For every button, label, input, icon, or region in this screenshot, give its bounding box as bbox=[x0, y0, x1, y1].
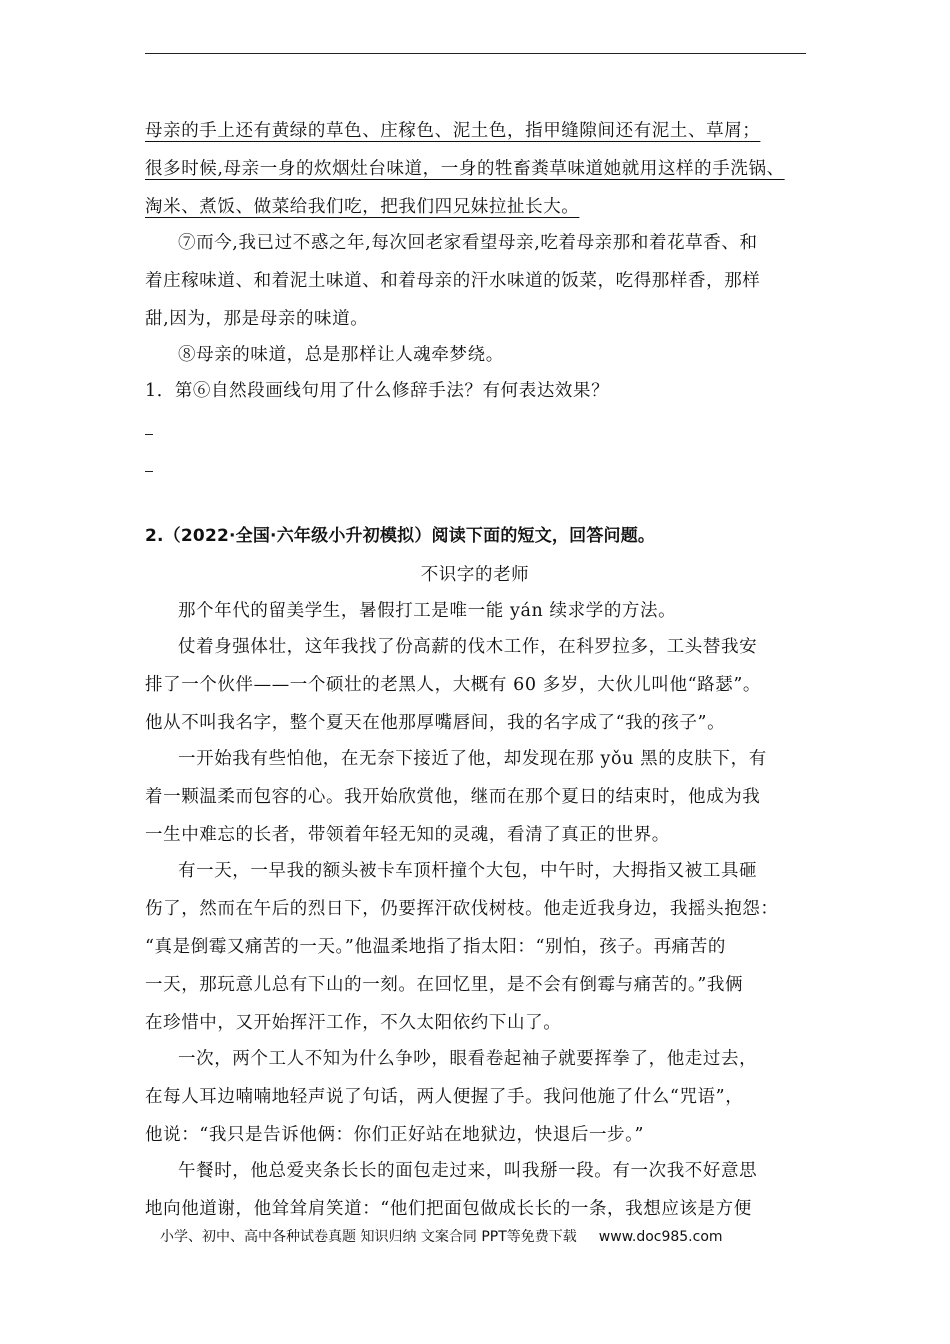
passage-line: 在珍惜中，又开始挥汗工作，不久太阳依约下山了。 bbox=[145, 1013, 562, 1033]
underlined-sentence-line: 淘米、煮饭、做菜给我们吃，把我们四兄妹拉扯长大。 bbox=[145, 197, 580, 217]
answer-blank bbox=[145, 434, 153, 435]
passage-line: 仗着身强体壮，这年我找了份高薪的伐木工作，在科罗拉多，工头替我安 bbox=[178, 637, 758, 657]
paragraph-8: ⑧母亲的味道，总是那样让人魂牵梦绕。 bbox=[178, 345, 504, 365]
passage-title: 不识字的老师 bbox=[420, 565, 530, 585]
footer-text: 小学、初中、高中各种试卷真题 知识归纳 文案合同 PPT等免费下载 bbox=[160, 1229, 577, 1245]
header-rule bbox=[145, 53, 806, 54]
passage-line: 伤了，然而在午后的烈日下，仍要挥汗砍伐树枝。他走近我身边，我摇头抱怨： bbox=[145, 899, 779, 919]
paragraph-7-line: 着庄稼味道、和着泥土味道、和着母亲的汗水味道的饭菜，吃得那样香，那样 bbox=[145, 271, 761, 291]
answer-blank bbox=[145, 471, 153, 472]
passage-line: “真是倒霉又痛苦的一天。”他温柔地指了指太阳：“别怕，孩子。再痛苦的 bbox=[145, 937, 726, 957]
underlined-sentence-line: 母亲的手上还有黄绿的草色、庄稼色、泥土色，指甲缝隙间还有泥土、草屑； bbox=[145, 121, 761, 141]
passage-line: 着一颗温柔而包容的心。我开始欣赏他，继而在那个夏日的结束时，他成为我 bbox=[145, 787, 761, 807]
passage-line: 午餐时，他总爱夹条长长的面包走过来，叫我掰一段。有一次我不好意思 bbox=[178, 1161, 758, 1181]
question-1: 1．第⑥自然段画线句用了什么修辞手法？有何表达效果？ bbox=[145, 381, 610, 401]
passage-line: 一次，两个工人不知为什么争吵，眼看卷起袖子就要挥拳了，他走过去， bbox=[178, 1049, 758, 1069]
footer-site-link[interactable]: www.doc985.com bbox=[598, 1229, 723, 1245]
passage-line: 排了一个伙伴——一个硕壮的老黑人，大概有 60 多岁，大伙儿叫他“路瑟”。 bbox=[145, 675, 761, 695]
passage-line: 一开始我有些怕他，在无奈下接近了他，却发现在那 yǒu 黑的皮肤下，有 bbox=[178, 749, 767, 769]
paragraph-7-line: ⑦而今,我已过不惑之年,每次回老家看望母亲,吃着母亲那和着花草香、和 bbox=[178, 233, 758, 253]
footer bbox=[160, 1227, 723, 1247]
passage-line: 地向他道谢，他耸耸肩笑道：“他们把面包做成长长的一条，我想应该是方便 bbox=[145, 1199, 752, 1219]
underlined-sentence-line: 很多时候,母亲一身的炊烟灶台味道，一身的牲畜粪草味道她就用这样的手洗锅、 bbox=[145, 159, 785, 179]
passage-line: 他从不叫我名字，整个夏天在他那厚嘴唇间，我的名字成了“我的孩子”。 bbox=[145, 713, 726, 733]
passage-line: 那个年代的留美学生，暑假打工是唯一能 yán 续求学的方法。 bbox=[178, 601, 677, 621]
passage-line: 一生中难忘的长者，带领着年轻无知的灵魂，看清了真正的世界。 bbox=[145, 825, 670, 845]
passage-line: 在每人耳边喃喃地轻声说了句话，两人便握了手。我问他施了什么“咒语”， bbox=[145, 1087, 744, 1107]
paragraph-7-line: 甜,因为，那是母亲的味道。 bbox=[145, 309, 369, 329]
question-2-heading: 2.（2022·全国·六年级小升初模拟）阅读下面的短文，回答问题。 bbox=[145, 526, 656, 546]
passage-line: 一天，那玩意儿总有下山的一刻。在回忆里，是不会有倒霉与痛苦的。”我俩 bbox=[145, 975, 744, 995]
passage-line: 有一天，一早我的额头被卡车顶杆撞个大包，中午时，大拇指又被工具砸 bbox=[178, 861, 758, 881]
passage-line: 他说：“我只是告诉他俩：你们正好站在地狱边，快退后一步。” bbox=[145, 1125, 645, 1145]
